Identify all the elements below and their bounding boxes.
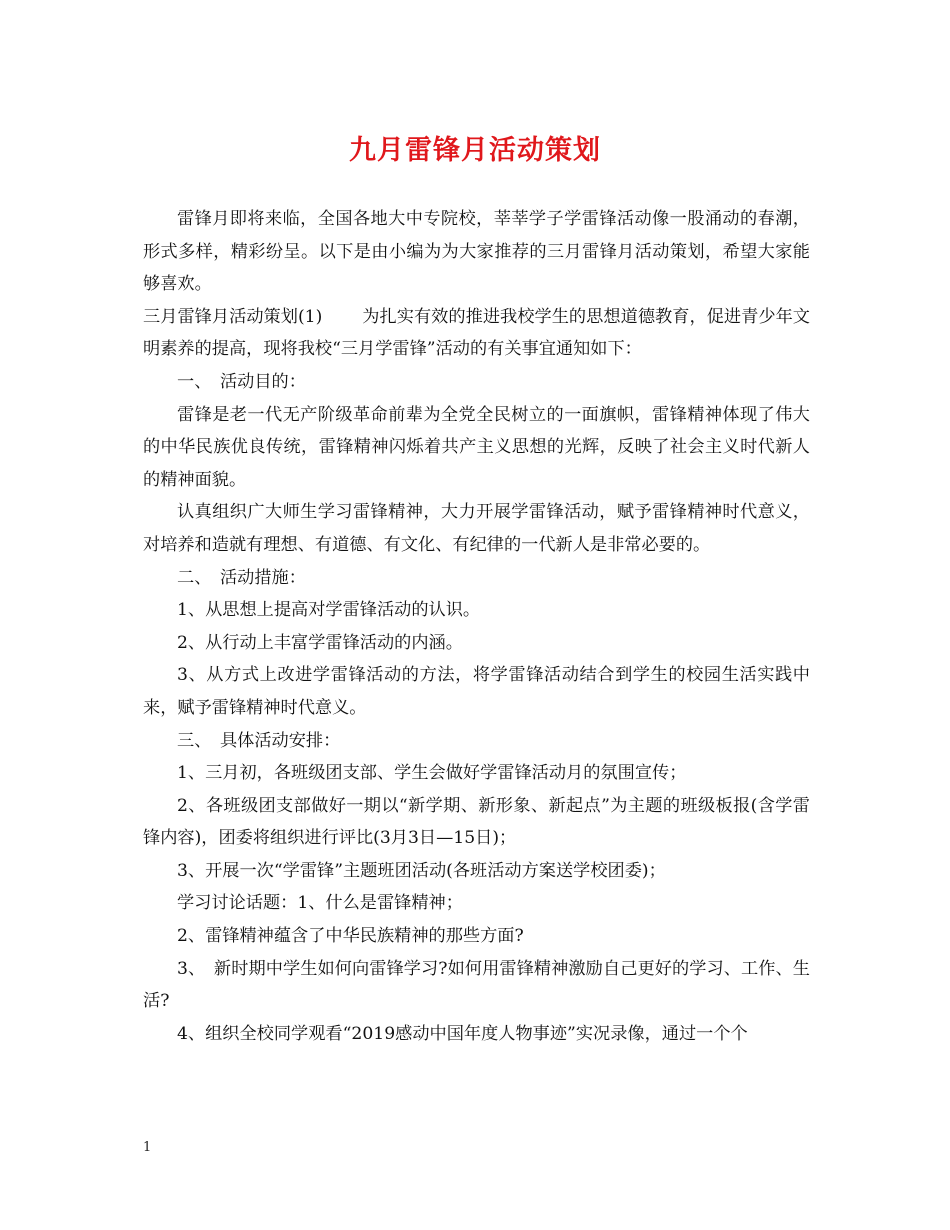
document-body [143, 203, 810, 1050]
page-number: 1 [143, 1140, 152, 1155]
purpose-paragraph-1: 雷锋是老一代无产阶级革命前辈为全党全民树立的一面旗帜，雷锋精神体现了伟大的中华民族优良传统，雷锋精神闪烁着共产主义思想的光辉，反映了社会主义时代新人的精神面貌。 [143, 404, 810, 490]
section-heading-purpose: 一、 活动目的： [177, 371, 306, 392]
arrangement-item-4: 4、组织全校同学观看“2019感动中国年度人物事迹”实况录像，通过一个个 [177, 1023, 748, 1044]
discussion-topic-3: 3、 新时期中学生如何向雷锋学习?如何用雷锋精神激励自己更好的学习、工作、生活? [143, 958, 810, 1012]
section-heading-arrangements: 三、 具体活动安排： [177, 730, 341, 751]
measure-item-3: 3、从方式上改进学雷锋活动的方法，将学雷锋活动结合到学生的校园生活实践中来，赋予雷锋精神时代意义。 [143, 665, 810, 718]
measure-item-2: 2、从行动上丰富学雷锋活动的内涵。 [177, 632, 463, 653]
discussion-topics-heading: 学习讨论话题：1、什么是雷锋精神； [177, 893, 463, 914]
section-heading-measures: 二、 活动措施： [177, 567, 306, 588]
arrangement-item-2: 2、各班级团支部做好一期以“新学期、新形象、新起点”为主题的班级板报(含学雷锋内容)，团委将组织进行评比(3月3日—15日)； [143, 795, 810, 849]
arrangement-item-3: 3、开展一次“学雷锋”主题班团活动(各班活动方案送学校团委)； [177, 860, 666, 881]
purpose-paragraph-2: 认真组织广大师生学习雷锋精神，大力开展学雷锋活动，赋予雷锋精神时代意义，对培养和造就有理想、有道德、有文化、有纪律的一代新人是非常必要的。 [143, 502, 810, 555]
document-title: 九月雷锋月活动策划 [349, 135, 601, 166]
arrangement-item-1: 1、三月初，各班级团支部、学生会做好学雷锋活动月的氛围宣传； [177, 763, 687, 784]
plan-intro-paragraph: 三月雷锋月活动策划(1) 为扎实有效的推进我校学生的思想道德教育，促进青少年文明素养的提高，现将我校“三月学雷锋”活动的有关事宜通知如下： [143, 306, 810, 360]
discussion-topic-2: 2、雷锋精神蕴含了中华民族精神的那些方面? [177, 926, 524, 947]
intro-paragraph: 雷锋月即将来临，全国各地大中专院校，莘莘学子学雷锋活动像一股涌动的春潮，形式多样，精彩纷呈。以下是由小编为为大家推荐的三月雷锋月活动策划，希望大家能够喜欢。 [143, 209, 810, 295]
measure-item-1: 1、从思想上提高对学雷锋活动的认识。 [177, 600, 481, 621]
